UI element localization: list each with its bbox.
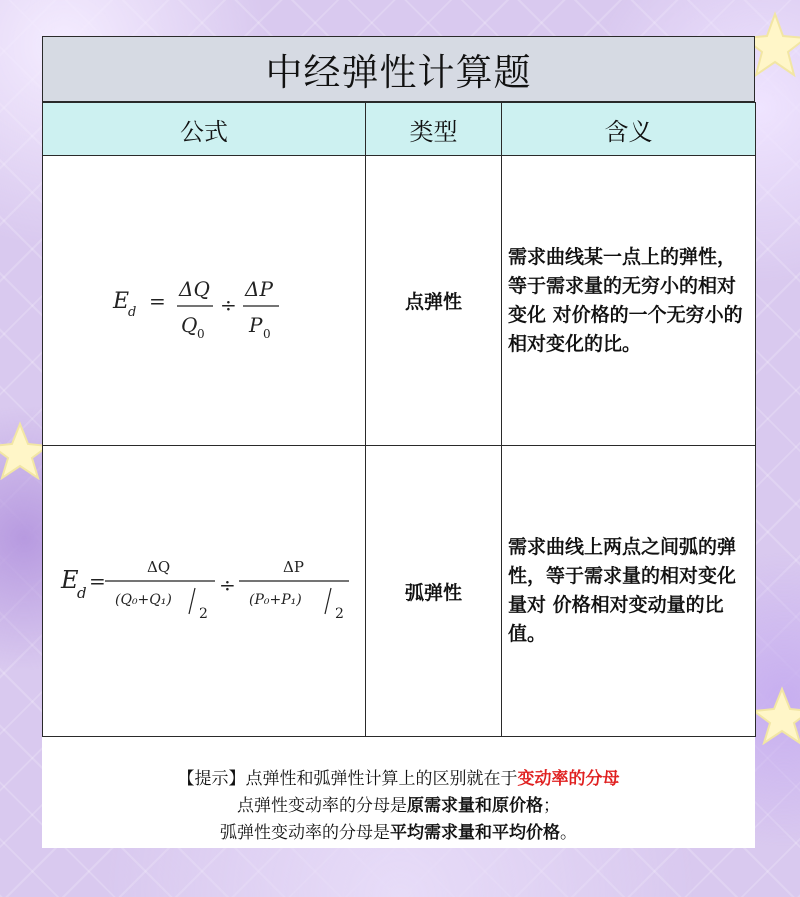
- formula-denominator-1: (Q₀+Q₁): [115, 592, 172, 608]
- table-row: [43, 156, 756, 446]
- tip-line-2-suffix: ；: [543, 796, 560, 816]
- tip-line-3-bold: 平均需求量和平均价格: [390, 823, 560, 843]
- formula-e-subscript: d: [77, 584, 87, 602]
- formula-numerator-2: ΔP: [283, 558, 304, 576]
- formula-denominator-1: Q: [181, 313, 198, 337]
- formula-denominator-1-subscript: 0: [197, 327, 205, 341]
- elasticity-table: [42, 102, 756, 737]
- formula-denominator-2-subscript: 0: [263, 327, 271, 341]
- calculation-card: [42, 36, 755, 848]
- arc-elasticity-formula: [43, 446, 366, 737]
- tip-line-3-suffix: 。: [560, 823, 577, 843]
- formula-divisor-1: 2: [199, 606, 208, 622]
- formula-e-symbol: E: [61, 566, 79, 594]
- tip-line-1-prefix: 【提示】点弹性和弧弹性计算上的区别就在于: [177, 769, 518, 789]
- formula-divisor-2: 2: [335, 606, 344, 622]
- formula-denominator-2: (P₀+P₁): [249, 592, 302, 608]
- tip-line-1: [42, 766, 755, 793]
- star-icon: [752, 685, 800, 745]
- tip-section: [42, 766, 755, 848]
- formula-equals: =: [149, 289, 166, 313]
- formula-divide: ÷: [219, 573, 236, 597]
- formula-numerator-1: ΔQ: [147, 558, 171, 576]
- formula-denominator-2: P: [249, 313, 263, 337]
- tip-highlight: 变动率的分母: [517, 769, 620, 789]
- header-type: 类型: [366, 103, 502, 156]
- point-elasticity-formula: [43, 156, 366, 446]
- tip-line-3-prefix: 弧弹性变动率的分母是: [220, 823, 390, 843]
- page-title: 中经弹性计算题: [42, 36, 755, 102]
- type-point-elasticity: 点弹性: [366, 156, 502, 446]
- tip-line-2-prefix: 点弹性变动率的分母是: [237, 796, 407, 816]
- formula-e-symbol: E: [113, 289, 130, 314]
- tip-line-2-bold: 原需求量和原价格: [407, 796, 543, 816]
- formula-numerator-1: ΔQ: [179, 277, 210, 301]
- meaning-point-elasticity: 需求曲线某一点上的弹性，等于需求量的无穷小的相对变化 对价格的一个无穷小的相对变化的比。: [502, 156, 756, 446]
- meaning-arc-elasticity: 需求曲线上两点之间弧的弹性，等于需求量的相对变化量对 价格相对变动量的比值。: [502, 446, 756, 737]
- type-arc-elasticity: 弧弹性: [366, 446, 502, 737]
- tip-line-2: [42, 793, 755, 820]
- formula-equals: =: [89, 569, 106, 593]
- formula-divide: ÷: [220, 293, 237, 317]
- table-row: [43, 446, 756, 737]
- formula-numerator-2: ΔP: [245, 277, 273, 301]
- header-meaning: 含义: [502, 103, 756, 156]
- formula-e-subscript: d: [128, 305, 137, 320]
- header-formula: 公式: [43, 103, 366, 156]
- tip-line-3: [42, 820, 755, 847]
